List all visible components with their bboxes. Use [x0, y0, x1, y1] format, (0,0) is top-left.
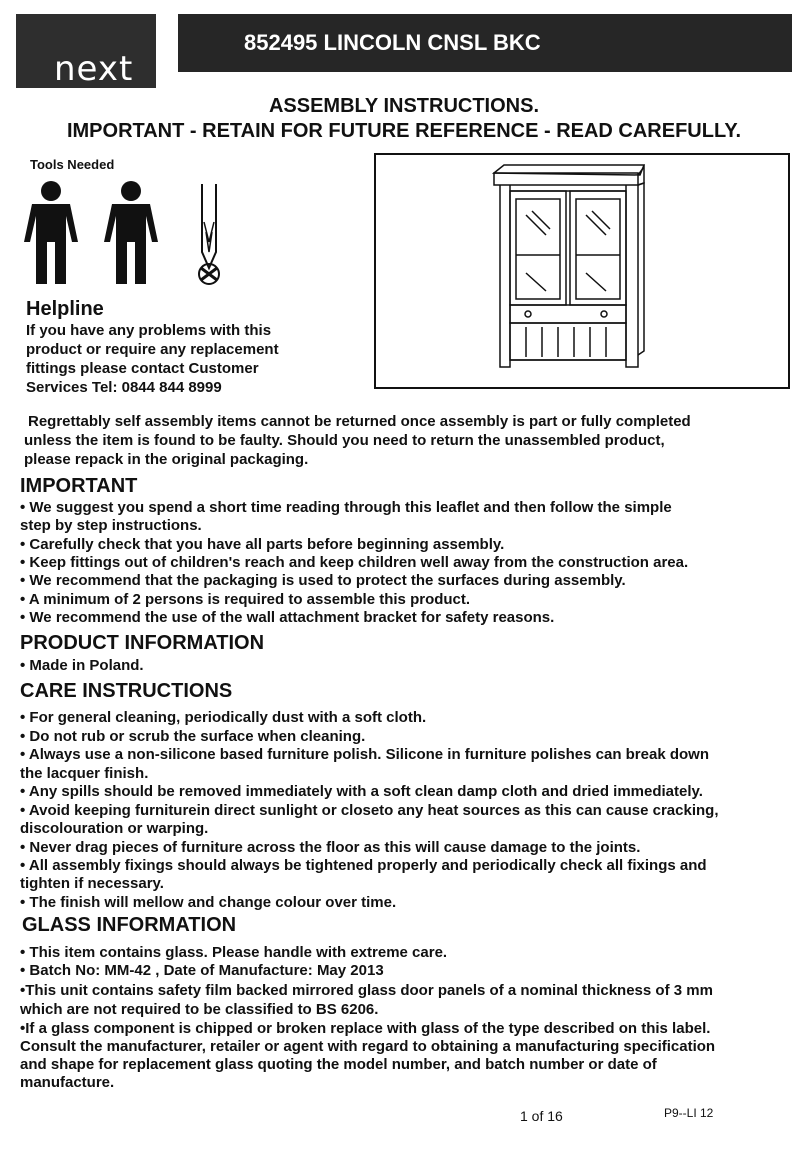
document-code: P9--LI 12 — [664, 1106, 714, 1120]
important-line: • Keep fittings out of children's reach and keep children well away from the construction area. — [20, 554, 689, 571]
glass-line: •If a glass component is chipped or broken replace with glass of the type described on this label. — [20, 1020, 711, 1037]
glass-line: • Batch No: MM-42 , Date of Manufacture: May 2013 — [20, 962, 384, 979]
next-logo: next — [16, 14, 156, 88]
important-line: • We suggest you spend a short time reading through this leaflet and then follow the simple — [20, 499, 672, 516]
care-line: • Avoid keeping furniturein direct sunlight or closeto any heat sources as this can cause cracking, — [20, 802, 719, 819]
product-info-line: • Made in Poland. — [20, 657, 144, 674]
returns-line: Regrettably self assembly items cannot be returned once assembly is part or fully completed — [28, 413, 691, 430]
person-icon — [100, 180, 162, 284]
assembly-heading: ASSEMBLY INSTRUCTIONS. — [268, 95, 540, 117]
care-line: discolouration or warping. — [20, 820, 209, 837]
page-number: 1 of 16 — [520, 1108, 563, 1124]
important-line: • We recommend that the packaging is used to protect the surfaces during assembly. — [20, 572, 626, 589]
cabinet-illustration — [374, 153, 790, 389]
helpline-text: If you have any problems with this product or require any replacement fittings please contact Customer Services Tel: 0844 844 8999 — [26, 322, 279, 396]
product-info-title: PRODUCT INFORMATION — [20, 632, 265, 654]
cabinet-drawing — [376, 155, 788, 387]
important-section-title: IMPORTANT — [20, 475, 138, 497]
glass-line: • This item contains glass. Please handle with extreme care. — [20, 944, 448, 961]
glass-title: GLASS INFORMATION — [22, 914, 237, 936]
important-line: • Carefully check that you have all parts before beginning assembly. — [20, 536, 505, 553]
helpline-title: Helpline — [26, 298, 104, 320]
care-line: • Do not rub or scrub the surface when cleaning. — [20, 728, 366, 745]
tools-label: Tools Needed — [30, 157, 115, 172]
care-line: • Any spills should be removed immediately with a soft clean damp cloth and dried immediately. — [20, 783, 703, 800]
care-line: the lacquer finish. — [20, 765, 149, 782]
care-line: • For general cleaning, periodically dust with a soft cloth. — [20, 709, 427, 726]
care-title: CARE INSTRUCTIONS — [20, 680, 233, 702]
returns-line: unless the item is found to be faulty. Should you need to return the unassembled product, — [24, 432, 665, 449]
glass-line: and shape for replacement glass quoting the model number, and batch number or date of — [20, 1056, 657, 1073]
glass-line: •This unit contains safety film backed mirrored glass door panels of a nominal thickness of 3 mm — [20, 982, 713, 999]
care-line: • Always use a non-silicone based furniture polish. Silicone in furniture polishes can break down — [20, 746, 709, 763]
important-line: • A minimum of 2 persons is required to assemble this product. — [20, 591, 471, 608]
glass-line: which are not required to be classified to BS 6206. — [20, 1001, 379, 1018]
care-line: • The finish will mellow and change colour over time. — [20, 894, 397, 911]
important-heading: IMPORTANT - RETAIN FOR FUTURE REFERENCE - READ CAREFULLY. — [66, 120, 742, 142]
product-title-bar — [178, 14, 792, 72]
important-line: • We recommend the use of the wall attachment bracket for safety reasons. — [20, 609, 555, 626]
person-icon — [20, 180, 82, 284]
screwdriver-icon — [192, 182, 226, 286]
care-line: tighten if necessary. — [20, 875, 164, 892]
glass-line: Consult the manufacturer, retailer or agent with regard to obtaining a manufacturing specification — [20, 1038, 716, 1055]
glass-line: manufacture. — [20, 1074, 115, 1091]
important-line: step by step instructions. — [20, 517, 202, 534]
returns-line: please repack in the original packaging. — [24, 451, 309, 468]
product-code: 852495 LINCOLN CNSL BKC — [244, 30, 541, 55]
care-line: • Never drag pieces of furniture across the floor as this will cause damage to the joints. — [20, 839, 641, 856]
care-line: • All assembly fixings should always be tightened properly and periodically check all fixings and — [20, 857, 707, 874]
